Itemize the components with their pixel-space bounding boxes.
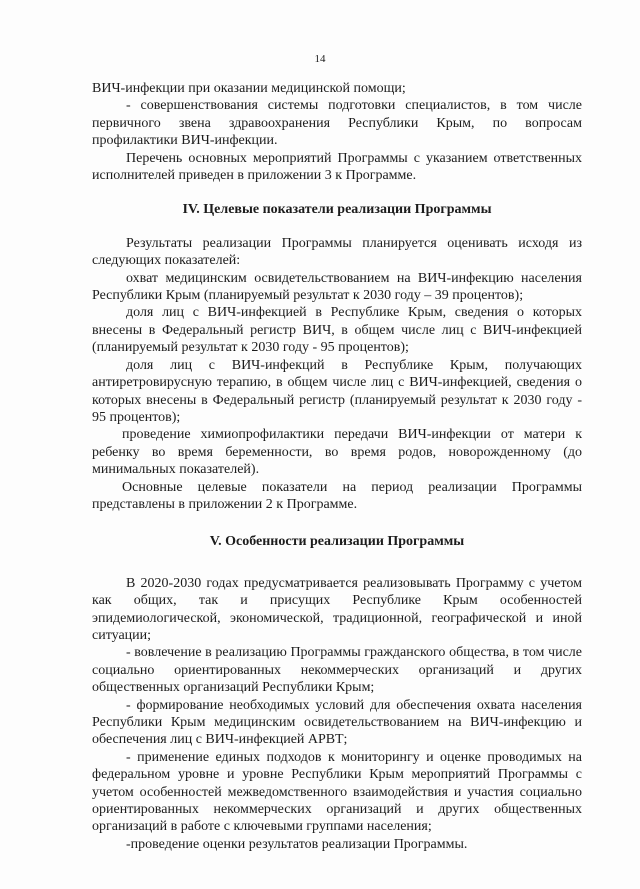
- paragraph: Перечень основных мероприятий Программы с указанием ответственных исполнителей приведен в приложении 3 к Программе.: [92, 150, 582, 184]
- section-heading: IV. Целевые показатели реализации Программы: [182, 202, 492, 218]
- paragraph: ВИЧ-инфекции при оказании медицинской помощи;: [92, 81, 406, 96]
- page-body: [92, 80, 582, 853]
- paragraph: -проведение оценки результатов реализации Программы.: [126, 836, 468, 852]
- paragraph: - вовлечение в реализацию Программы гражданского общества, в том числе социально ориентированных некоммерческих организаций и других общественных организаций Республики Крым;: [92, 645, 582, 696]
- paragraph: доля лиц с ВИЧ-инфекцией в Республике Крым, сведения о которых внесены в Федеральный регистр ВИЧ, в общем числе лиц с ВИЧ-инфекцией (планируемый результат к 2030 году - 95 процентов);: [92, 305, 582, 356]
- paragraph: Результаты реализации Программы планируется оценивать исходя из следующих показателей:: [92, 235, 582, 269]
- paragraph: Основные целевые показатели на период реализации Программы представлены в приложении 2 к Программе.: [92, 479, 582, 512]
- paragraph: В 2020-2030 годах предусматривается реализовывать Программу с учетом как общих, так и присущих Республике Крым особенностей эпидемиологической, экономической, традиционной, географической и иной ситуации;: [92, 575, 582, 643]
- paragraph: охват медицинским освидетельствованием на ВИЧ-инфекцию населения Республики Крым (планируемый результат к 2030 году – 39 процентов);: [92, 270, 582, 304]
- paragraph: доля лиц с ВИЧ-инфекций в Республике Крым, получающих антиретровирусную терапию, в общем числе лиц с ВИЧ-инфекцией, сведения о которых внесены в Федеральный регистр (планируемый результат к 2030 году - 95 процентов);: [92, 357, 582, 425]
- paragraph: проведение химиопрофилактики передачи ВИЧ-инфекции от матери к ребенку во время беременности, во время родов, новорожденному (до минимальных показателей).: [92, 427, 582, 478]
- paragraph: - совершенствования системы подготовки специалистов, в том числе первичного звена здравоохранения Республики Крым, по вопросам профилактики ВИЧ-инфекции.: [92, 98, 582, 149]
- paragraph: - применение единых подходов к мониторингу и оценке проводимых на федеральном уровне и уровне Республики Крым мероприятий Программы с учетом особенностей межведомственного взаимодействия и участия социально ориентированных некоммерческих организаций и других общественных организаций в работе с ключевыми группами населения;: [92, 749, 582, 835]
- paragraph: - формирование необходимых условий для обеспечения охвата населения Республики Крым медицинским освидетельствованием на ВИЧ-инфекцию и обеспечения лиц с ВИЧ-инфекцией АРВТ;: [92, 697, 582, 748]
- section-heading: V. Особенности реализации Программы: [209, 534, 465, 550]
- page-number: 14: [314, 53, 326, 65]
